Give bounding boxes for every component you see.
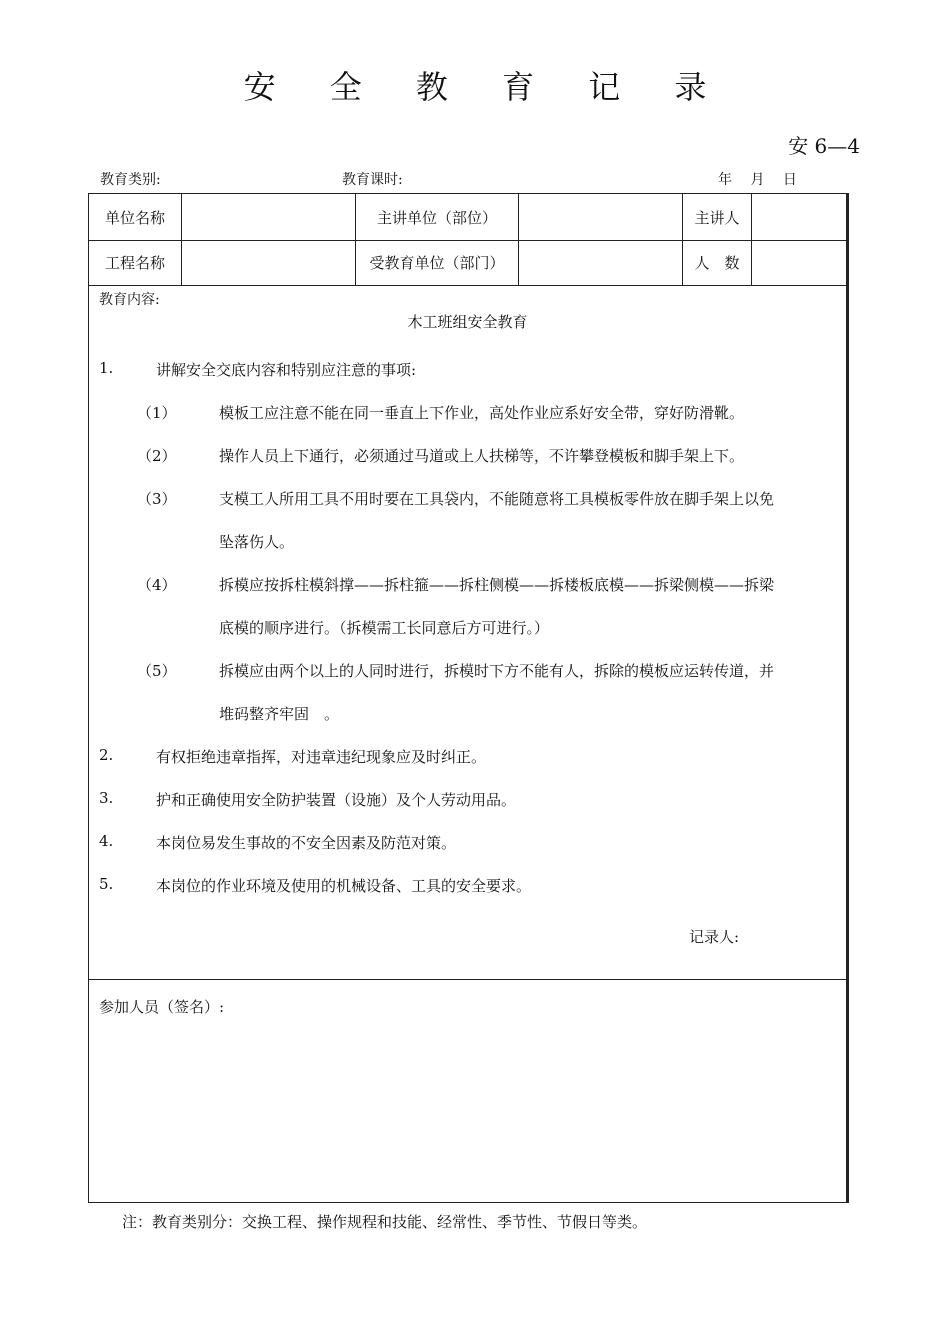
headcount-field[interactable] <box>752 240 847 285</box>
unit-name-field[interactable] <box>182 194 355 240</box>
headcount-label: 人 数 <box>694 254 740 272</box>
lecture-unit-label: 主讲单位（部位） <box>376 208 497 227</box>
education-hours-label: 教育课时: <box>342 172 403 188</box>
footnote: 注：教育类别分：交换工程、操作规程和技能、经常性、季节性、节假日等类。 <box>122 1213 648 1231</box>
form-code: 安 6—4 <box>788 134 860 158</box>
item-number: 4. <box>99 832 114 850</box>
educated-unit-field[interactable] <box>519 240 682 285</box>
date-label: 年 月 日 <box>718 172 797 188</box>
item-text: 讲解安全交底内容和特别应注意的事项: <box>156 361 417 379</box>
sub-item-text: 操作人员上下通行，必须通过马道或上人扶梯等，不许攀登模板和脚手架上下。 <box>219 447 745 465</box>
content-label: 教育内容: <box>99 292 160 308</box>
recorder-label: 记录人: <box>689 928 740 946</box>
sub-item-number: （5） <box>137 662 177 680</box>
education-content <box>89 285 846 980</box>
item-text: 本岗位易发生事故的不安全因素及防范对策。 <box>156 834 457 852</box>
item-number: 2. <box>99 746 114 764</box>
header-row-unit <box>89 194 846 241</box>
sub-item-number: （2） <box>137 447 177 465</box>
project-name-field[interactable] <box>182 240 355 285</box>
education-category-label: 教育类别: <box>100 172 161 188</box>
lecturer-field[interactable] <box>752 194 847 240</box>
item-number: 1. <box>99 359 114 377</box>
sub-item-number: （1） <box>137 404 177 422</box>
sub-item-text: 模板工应注意不能在同一垂直上下作业，高处作业应系好安全带，穿好防滑靴。 <box>219 404 745 422</box>
sub-item-text-continued: 堆码整齐牢固 。 <box>219 705 340 723</box>
lecturer-label: 主讲人 <box>694 208 740 227</box>
content-heading: 木工班组安全教育 <box>407 313 528 331</box>
sub-item-number: （3） <box>137 490 177 508</box>
sub-item-text-continued: 坠落伤人。 <box>219 533 295 551</box>
document-title: 安 全 教 育 记 录 <box>243 68 729 106</box>
header-row-project <box>89 240 846 286</box>
item-text: 本岗位的作业环境及使用的机械设备、工具的安全要求。 <box>156 877 532 895</box>
project-name-label: 工程名称 <box>104 254 165 272</box>
sub-item-text: 支模工人所用工具不用时要在工具袋内，不能随意将工具模板零件放在脚手架上以免 <box>219 490 775 508</box>
educated-unit-label: 受教育单位（部门） <box>369 254 505 272</box>
item-text: 有权拒绝违章指挥，对违章违纪现象应及时纠正。 <box>156 748 487 766</box>
sub-item-text: 拆模应由两个以上的人同时进行，拆模时下方不能有人，拆除的模板应运转传道，并 <box>219 662 775 680</box>
sub-item-number: （4） <box>137 576 177 594</box>
item-text: 护和正确使用安全防护装置（设施）及个人劳动用品。 <box>156 791 517 809</box>
record-form <box>88 193 849 1203</box>
sub-item-text: 拆模应按拆柱模斜撑——拆柱箍——拆柱侧模——拆楼板底模——拆梁侧模——拆梁 <box>219 576 775 594</box>
lecture-unit-field[interactable] <box>519 194 682 240</box>
sub-item-text-continued: 底模的顺序进行。（拆模需工长同意后方可进行。） <box>219 619 550 637</box>
unit-name-label: 单位名称 <box>104 208 165 227</box>
attendees-signature-label: 参加人员（签名）: <box>99 998 225 1016</box>
item-number: 5. <box>99 875 114 893</box>
item-number: 3. <box>99 789 114 807</box>
